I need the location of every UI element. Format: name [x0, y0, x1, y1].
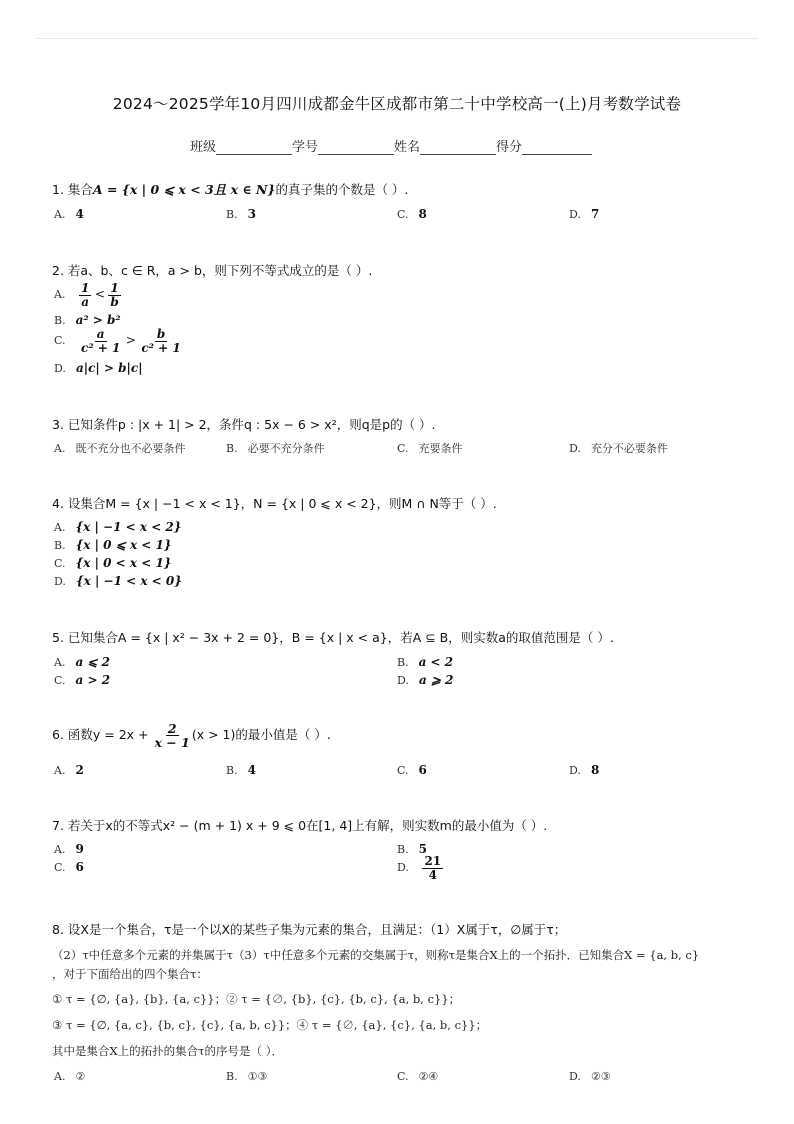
q8-condition-line: （2）τ中任意多个元素的并集属于τ（3）τ中任意多个元素的交集属于τ，则称τ是集合X上的一个拓扑．已知集合X = {a, b, c}: [52, 948, 700, 962]
q7-option-b[interactable]: B. 5: [397, 842, 427, 856]
question-3: 3. 已知条件p : |x + 1| > 2，条件q : 5x − 6 > x²，则q是p的（ ）.: [52, 417, 436, 432]
q5-option-b[interactable]: B. a < 2: [397, 655, 454, 669]
q2-option-c[interactable]: C. $\frac{a}{\text{c² + 1}}$ > $\frac{b}{\text{c² + 1}}$: [54, 327, 181, 355]
question-4: 4. 设集合M = {x | −1 < x < 1}，N = {x | 0 ⩽ x < 2}，则M ∩ N等于（ ）.: [52, 496, 497, 511]
q1-option-c[interactable]: C. 8: [397, 207, 427, 221]
q7-option-d[interactable]: D. $\frac{21}{4}$: [397, 854, 442, 882]
q8-sets-line-1: ① τ = {∅, {a}, {b}, {a, c}}；② τ = {∅, {b}, {c}, {b, c}, {a, b, c}}；: [52, 992, 461, 1006]
q1-option-a[interactable]: A. 4: [54, 207, 84, 221]
info-score: 得分: [496, 136, 592, 155]
question-5: 5. 已知集合A = {x | x² − 3x + 2 = 0}，B = {x | x < a}，若A ⊆ B，则实数a的取值范围是（ ）.: [52, 630, 614, 645]
q6-option-d[interactable]: D. 8: [569, 763, 600, 777]
question-8: 8. 设X是一个集合，τ是一个以X的某些子集为元素的集合，且满足：（1）X属于τ，∅属于τ；: [52, 922, 567, 937]
q3-option-b[interactable]: B. 必要不充分条件: [226, 442, 325, 455]
info-number: 学号: [292, 136, 394, 155]
q5-option-a[interactable]: A. a ⩽ 2: [54, 655, 110, 669]
q2-option-b[interactable]: B. a² > b²: [54, 313, 121, 327]
page-title: 2024～2025学年10月四川成都金牛区成都市第二十中学校高一(上)月考数学试卷: [112, 95, 682, 113]
q7-option-c[interactable]: C. 6: [54, 860, 84, 874]
name-blank[interactable]: [420, 140, 496, 155]
q4-option-a[interactable]: A. {x | −1 < x < 2}: [54, 520, 182, 534]
q4-option-c[interactable]: C. {x | 0 < x < 1}: [54, 556, 172, 570]
q5-option-d[interactable]: D. a ⩾ 2: [397, 673, 454, 687]
q8-intro-line: ，对于下面给出的四个集合τ：: [52, 967, 208, 981]
q2-option-d[interactable]: D. a|c| > b|c|: [54, 361, 143, 375]
q3-option-d[interactable]: D. 充分不必要条件: [569, 442, 668, 455]
info-class: 班级: [190, 136, 292, 155]
q3-option-a[interactable]: A. 既不充分也不必要条件: [54, 442, 186, 455]
q4-option-d[interactable]: D. {x | −1 < x < 0}: [54, 574, 182, 588]
question-2: 2. 若a、b、c ∈ R，a > b，则下列不等式成立的是（ ）.: [52, 263, 373, 278]
q8-option-a[interactable]: A. ②: [54, 1070, 86, 1083]
q1-option-d[interactable]: D. 7: [569, 207, 600, 221]
q2-option-a[interactable]: A. $\frac{1}{a}$ < $\frac{1}{b}$: [54, 281, 119, 309]
top-divider: [36, 38, 758, 39]
q8-option-d[interactable]: D. ②③: [569, 1070, 611, 1083]
info-name: 姓名: [394, 136, 496, 155]
q4-option-b[interactable]: B. {x | 0 ⩽ x < 1}: [54, 538, 172, 552]
q5-option-c[interactable]: C. a > 2: [54, 673, 111, 687]
class-blank[interactable]: [216, 140, 292, 155]
q8-option-c[interactable]: C. ②④: [397, 1070, 439, 1083]
number-blank[interactable]: [318, 140, 394, 155]
q6-option-c[interactable]: C. 6: [397, 763, 427, 777]
score-blank[interactable]: [522, 140, 592, 155]
q6-fraction: $\frac{2}{x - 1}$: [154, 721, 190, 751]
question-1: 1. 集合A = {x | 0 ⩽ x < 3且 x ∈ N}的真子集的个数是（ ）.: [52, 182, 409, 197]
q7-option-a[interactable]: A. 9: [54, 842, 84, 856]
q1-option-b[interactable]: B. 3: [226, 207, 256, 221]
q8-prompt-line: 其中是集合X上的拓扑的集合τ的序号是（ ）．: [52, 1044, 283, 1058]
student-info-row: [190, 136, 592, 155]
q8-option-b[interactable]: B. ①③: [226, 1070, 268, 1083]
q6-option-b[interactable]: B. 4: [226, 763, 256, 777]
q6-option-a[interactable]: A. 2: [54, 763, 84, 777]
q3-option-c[interactable]: C. 充要条件: [397, 442, 463, 455]
question-7: 7. 若关于x的不等式x² − (m + 1) x + 9 ⩽ 0在[1, 4]上有解，则实数m的最小值为（ ）.: [52, 818, 548, 833]
q8-sets-line-2: ③ τ = {∅, {a, c}, {b, c}, {c}, {a, b, c}}；④ τ = {∅, {a}, {c}, {a, b, c}}；: [52, 1018, 488, 1032]
question-6: 6. 函数y = 2x + $\frac{2}{x - 1}$ (x > 1)的最小值是（ ）.: [52, 721, 331, 751]
